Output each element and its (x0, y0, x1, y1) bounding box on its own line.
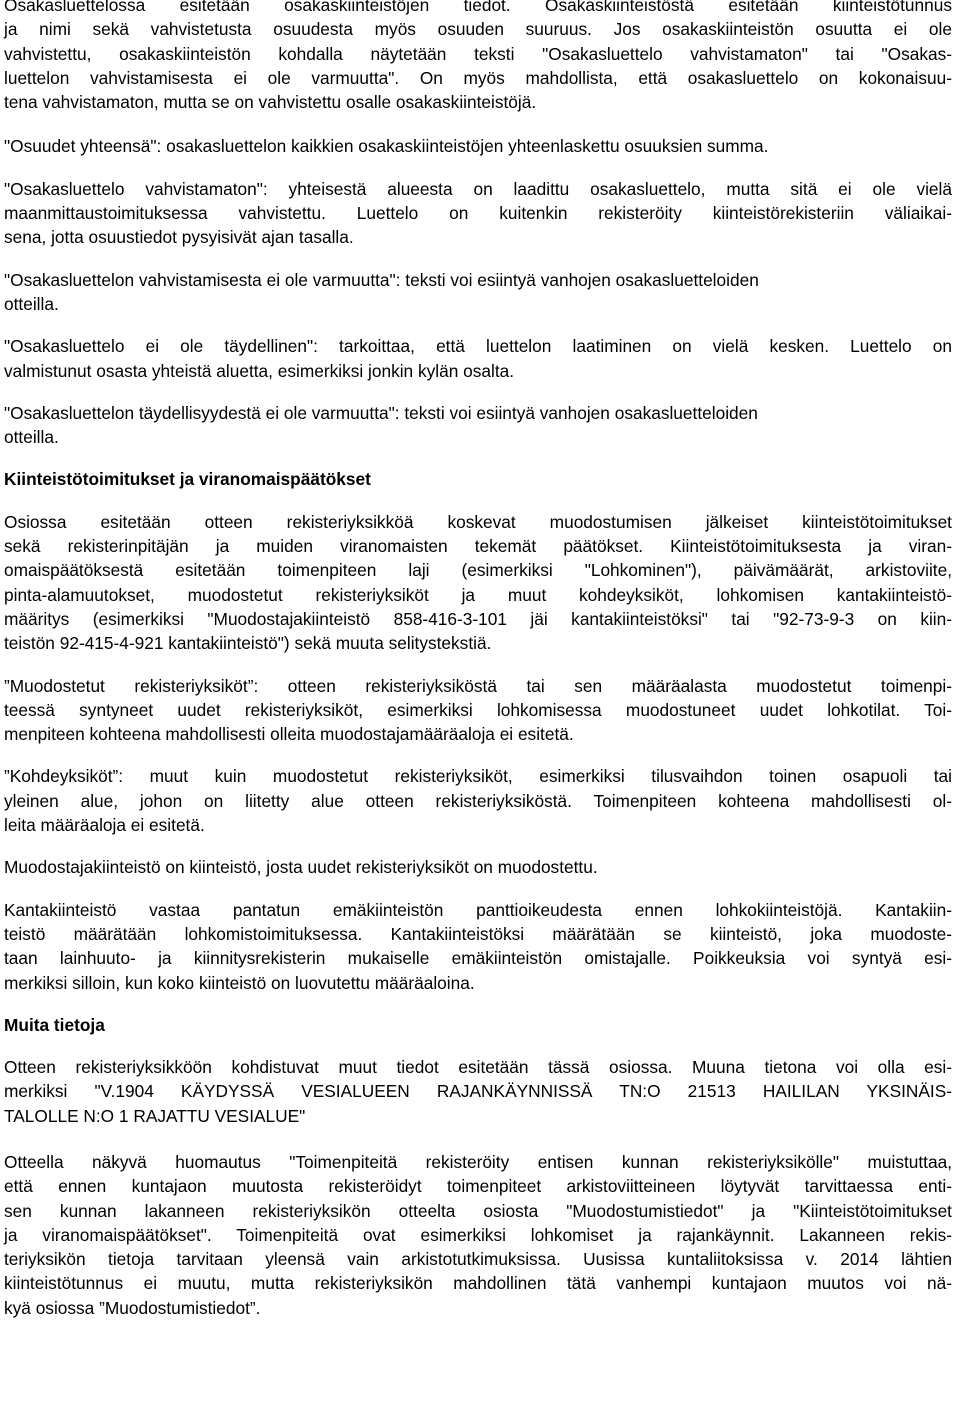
text-line: teriyksikön tietoja tarvitaan yleensä vain arkistotutkimuksissa. Uusissa kuntaliitoksissa v. 2014 lähtien (4, 1249, 952, 1270)
paragraph-formed-units (4, 674, 952, 747)
paragraph-completeness-uncertain (4, 401, 952, 450)
text-line: ja nimi sekä vahvistetusta osuudesta myös osuuden suuruus. Jos osakaskiinteistön osuutta ei ole (4, 19, 952, 40)
text-line: sekä rekisterinpitäjän ja muiden viranomaisten tekemät päätökset. Kiinteistötoimituksesta ja viran- (4, 536, 952, 557)
text-line: menpiteen kohteena mahdollisesti olleita muodostajamääräaloja ei esitetä. (4, 724, 574, 745)
text-line: Osakasluettelossa esitetään osakaskiinteistöjen tiedot. Osakaskiinteistöstä esitetään kiinteistötunnus (4, 0, 952, 15)
paragraph-procedures-intro (4, 510, 952, 656)
text-line: pinta-alamuutokset, muodostetut rekisteriyksiköt ja muut kohdeyksiköt, lohkomisen kantakiinteistö- (4, 584, 952, 605)
text-line: Kantakiinteistö vastaa pantatun emäkiinteistön panttioikeudesta ennen lohkokiinteistöjä. Kantakiin- (4, 899, 952, 920)
text-line: teistön 92-415-4-921 kantakiinteistö") sekä muuta selitystekstiä. (4, 633, 492, 654)
text-line: luettelon vahvistamisesta ei ole varmuutta". On myös mahdollista, että osakasluettelo on kokonaisuu- (4, 67, 952, 88)
paragraph-shares-total (4, 134, 952, 158)
text-line: teistö määrätään lohkomistoimituksessa. Kantakiinteistöksi määrätään se kiinteistö, joka muodoste- (4, 923, 952, 944)
text-line: valmistunut osasta yhteistä aluetta, esimerkiksi jonkin kylän osalta. (4, 360, 515, 381)
text-line: "Osuudet yhteensä": osakasluettelon kaikkien osakaskiinteistöjen yhteenlaskettu osuuksien summa. (4, 136, 769, 157)
text-line: maanmittaustoimituksessa vahvistettu. Luettelo on kuitenkin rekisteröity kiinteistörekisteriin väliaikai- (4, 203, 952, 224)
text-line: sena, jotta osuustiedot pysyisivät ajan tasalla. (4, 227, 354, 248)
text-line: ja viranomaispäätökset". Toimenpiteitä ovat esimerkiksi lohkomiset ja rajankäynnit. Lakanneen rekis- (4, 1224, 952, 1245)
text-line: Otteen rekisteriyksikköön kohdistuvat muut tiedot esitetään tässä osiossa. Muuna tietona voi olla esi- (4, 1057, 952, 1078)
text-line: ”Muodostetut rekisteriyksiköt”: otteen rekisteriyksiköstä tai sen määräalasta muodostetut toimenpi- (4, 675, 952, 696)
text-line: "Osakasluettelon vahvistamisesta ei ole varmuutta": teksti voi esiintyä vanhojen osakasluetteloiden (4, 269, 759, 290)
text-line: Otteella näkyvä huomautus "Toimenpiteitä rekisteröity entisen kunnan rekisteriyksikölle" muistuttaa, (4, 1151, 952, 1172)
text-line: otteilla. (4, 427, 59, 448)
text-line: merkiksi "V.1904 KÄYDYSSÄ VESIALUEEN RAJANKÄYNNISSÄ TN:O 21513 HAILILAN YKSINÄIS- (4, 1081, 952, 1102)
text-line: kyä osiossa ”Muodostumistiedot”. (4, 1297, 261, 1318)
text-line: yleinen alue, johon on liitetty alue otteen rekisteriyksiköstä. Toimenpiteen kohteena mahdollisesti ol- (4, 790, 952, 811)
text-line: otteilla. (4, 293, 59, 314)
text-line: leita määräaloja ei esitetä. (4, 815, 205, 836)
paragraph-parent-property (4, 898, 952, 995)
text-line: kiinteistötunnus ei muutu, mutta rekisteriyksikön mahdollinen tätä vanhempi kuntajaon muutos voi nä- (4, 1273, 952, 1294)
paragraph-target-units (4, 764, 952, 837)
text-line: "Osakasluettelo ei ole täydellinen": tarkoittaa, että luettelon laatiminen on vielä kesken. Luettelo on (4, 336, 952, 357)
text-line: ”Kohdeyksiköt”: muut kuin muodostetut rekisteriyksiköt, esimerkiksi tilusvaihdon toinen osapuoli tai (4, 766, 952, 787)
paragraph-other-info (4, 1055, 952, 1128)
paragraph-originating-property (4, 855, 952, 879)
text-line: sen kunnan lakanneen rekisteriyksikön otteelta osiosta "Muodostumistiedot" ja "Kiinteistötoimitukset (4, 1200, 952, 1221)
text-line: merkiksi silloin, kun koko kiinteistö on luovutettu määräaloina. (4, 972, 475, 993)
text-line: omaispäätöksestä esitetään toimenpiteen laji (esimerkiksi "Lohkominen"), päivämäärät, arkistoviite, (4, 560, 952, 581)
text-line: Muodostajakiinteistö on kiinteistö, josta uudet rekisteriyksiköt on muodostettu. (4, 857, 598, 878)
section-heading-procedures: Kiinteistötoimitukset ja viranomaispäätökset (4, 469, 371, 490)
text-line: määritys (esimerkiksi "Muodostajakiinteistö 858-416-3-101 jäi kantakiinteistöksi" tai "92-73-9-3 on kiin- (4, 608, 952, 629)
paragraph-municipal-change-note (4, 1150, 952, 1320)
paragraph-confirmation-uncertain (4, 268, 952, 317)
section-heading-other-info: Muita tietoja (4, 1014, 105, 1035)
text-line: TALOLLE N:O 1 RAJATTU VESIALUE" (4, 1105, 306, 1126)
text-line: taan lainhuuto- ja kiinnitysrekisterin mukaiselle emäkiinteistön omistajalle. Poikkeuksia voi syntyä esi- (4, 948, 952, 969)
text-line: Osiossa esitetään otteen rekisteriyksikköä koskevat muodostumisen jälkeiset kiinteistötoimitukset (4, 511, 952, 532)
text-line: "Osakasluettelon täydellisyydestä ei ole varmuutta": teksti voi esiintyä vanhojen osakasluetteloiden (4, 402, 758, 423)
text-line: vahvistettu, osakaskiinteistön kohdalla näytetään teksti "Osakasluettelo vahvistamaton" tai "Osakas- (4, 43, 952, 64)
paragraph-shareholder-list-intro (4, 0, 952, 114)
paragraph-list-incomplete (4, 334, 952, 383)
text-line: teessä syntyneet uudet rekisteriyksiköt, esimerkiksi lohkomisessa muodostuneet uudet lohkotilat. Toi- (4, 699, 952, 720)
text-line: tena vahvistamaton, mutta se on vahvistettu osalle osakaskiinteistöjä. (4, 92, 537, 113)
text-line: "Osakasluettelo vahvistamaton": yhteisestä alueesta on laadittu osakasluettelo, mutta sitä ei ole vielä (4, 178, 952, 199)
paragraph-list-unconfirmed (4, 177, 952, 250)
text-line: että ennen kuntajaon muutosta rekisteröidyt toimenpiteet arkistoviitteineen löytyvät tarvittaessa enti- (4, 1176, 952, 1197)
